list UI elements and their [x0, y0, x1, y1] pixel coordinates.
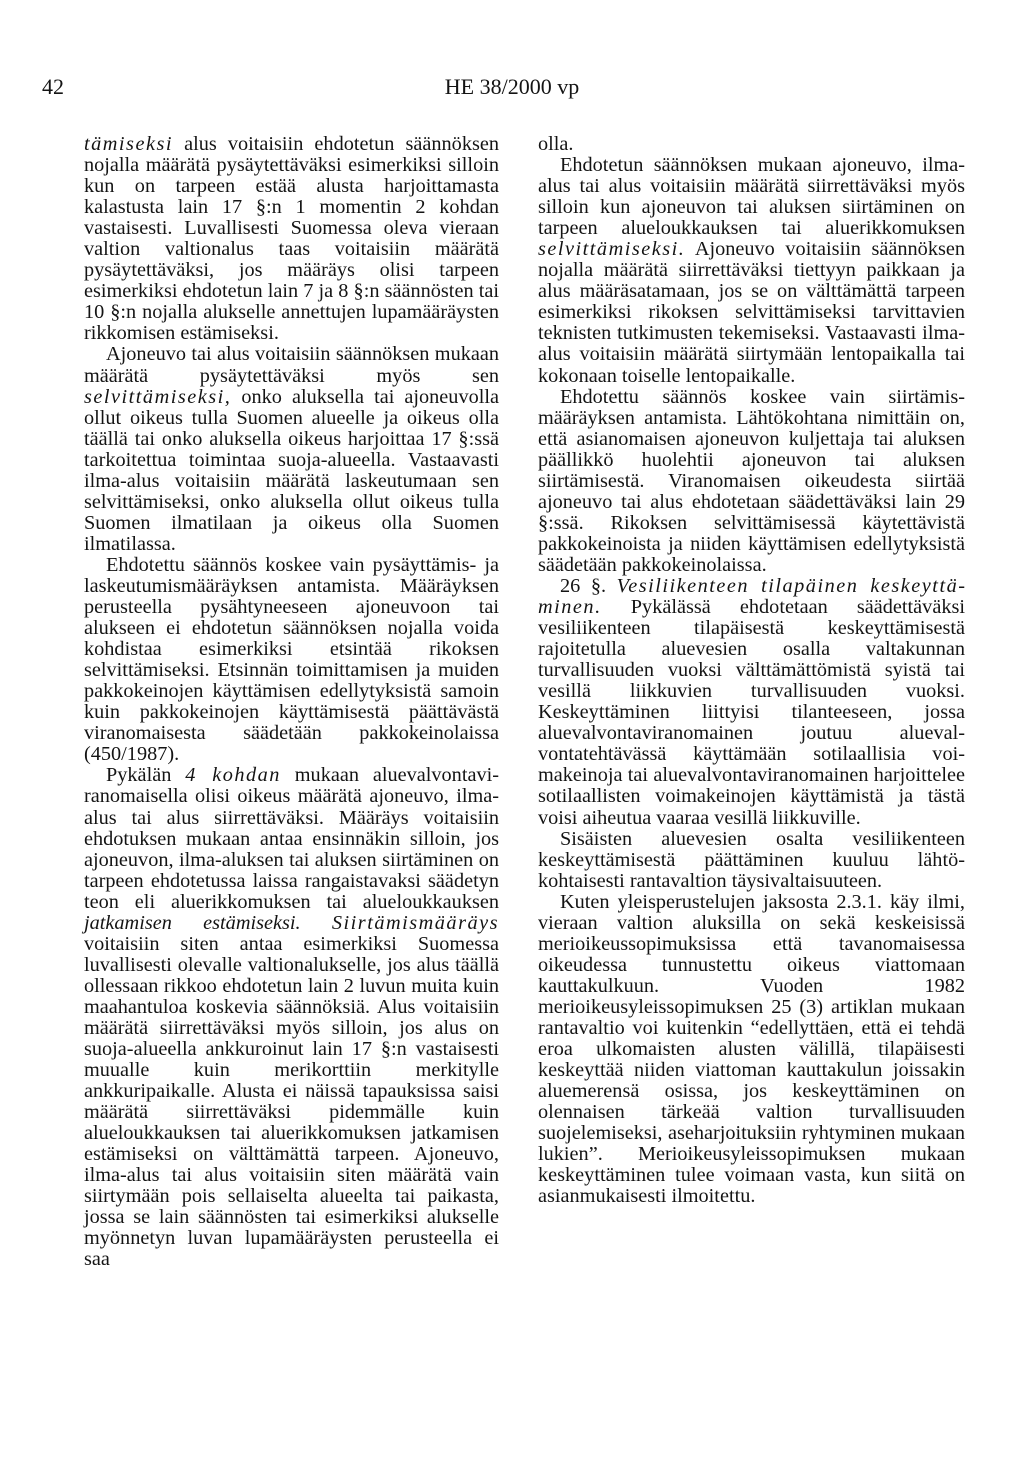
page-number: 42	[42, 74, 64, 99]
italic-term: Siirtämismääräys	[331, 911, 499, 934]
paragraph: Ehdotettu säännös koskee vain siirtämismääräyksen antamista. Lähtökohtana nimittäin on, että asianomaisen ajoneuvon kuljettaja tai aluksen päällikkö huolehtii ajoneuvon tai aluksen siirtämisestä. Viranomaisen oikeudesta siirtää ajoneuvo tai alus ehdotetaan säädettäväksi lain 29 §:ssä. Rikoksen selvittämisessä käytettävistä pakkokeinoista ja niiden käyttämisen edellytyksistä säädetään pakkokeinolaissa.	[538, 385, 965, 576]
italic-term: 4 kohdan	[185, 764, 281, 787]
paragraph: olla.	[538, 133, 574, 155]
text-run: onko aluksella tai ajoneuvolla ollut oikeus tulla Suomen alueelle ja oikeus olla täällä tai onko aluksella oikeus harjoittaa 17 §:ssä tarkoitettua toimintaa suoja-alueella. Vastaavasti ilma-alus voitaisiin määrätä laskeutumaan sen selvittämiseksi, onko aluksella ollut oikeus tulla Suomen ilmatilaan ja oikeus olla Suomen ilmatilassa.	[84, 385, 499, 555]
text-run: Ajoneuvo tai alus voitaisiin säännöksen mukaan määrätä pysäytettäväksi myös sen	[84, 343, 499, 387]
italic-term: selvittämiseksi,	[84, 385, 232, 408]
paragraph	[84, 134, 499, 344]
paragraph	[538, 576, 965, 829]
text-run: voitaisiin siten antaa esimerkiksi Suomessa luvallisesti olevalle valtionalukselle, jos alus täällä ollessaan rikkoo ehdotetun lain 2 luvun muita kuin maahantuloa koskevia säännöksiä. Alus voitaisiin määrätä siirrettäväksi myös silloin, jos alus on suoja-alueella ankkuroinut lain 17 §:n vastaisesti muualle kuin merikorttiin merkitylle ankkuripaikalle. Alusta ei näissä tapauksissa saisi määrätä siirrettäväksi pidemmälle kuin alueloukkauksen tai aluerikkomuksen jatkamisen estämiseksi on välttämättä tarpeen. Ajoneuvo, ilma-alus tai alus voitaisiin siten määrätä vain siirtymään pois sellaiselta alueelta tai paikasta, jossa se lain säännösten tai esimerkiksi alukselle myönnetyn luvan lupamääräysten perusteella ei saa	[84, 932, 499, 1271]
paragraph	[84, 344, 499, 554]
italic-term: tämiseksi	[84, 133, 173, 155]
paragraph	[84, 765, 499, 1270]
text-run: Pykälän	[106, 764, 186, 787]
document-title: HE 38/2000 vp	[444, 74, 580, 99]
italic-term: jatkamisen estämiseksi.	[84, 911, 301, 934]
paragraph: Sisäisten aluevesien osalta vesiliikenteen keskeyttämisestä päättäminen kuuluu lähtökohtaisesti rantavaltion täysivaltaisuuteen.	[538, 827, 965, 892]
text-run: Ehdotetun säännöksen mukaan ajoneuvo, ilma-alus tai alus voitaisiin määrätä siirrettäväksi myös silloin kun ajoneuvon tai aluksen siirtäminen on tarpeen alueloukkauksen tai aluerikkomuksen	[538, 154, 965, 240]
section-heading: Vesiliikenteen tilapäinen keskeyttäminen.	[538, 574, 965, 619]
text-run: Ajoneuvo voitaisiin säännöksen nojalla määrätä siirrettäväksi tiettyyn paikkaan ja alus määräsatamaan, jos se on välttämättä tarpeen esimerkiksi rikoksen selvittämiseksi tarvittavien teknisten tutkimusten tekemiseksi. Vastaavasti ilma-alus voitaisiin määrätä siirtymään lentopaikalla tai kokonaan toiselle lentopaikalle.	[538, 238, 965, 387]
text-run	[301, 912, 332, 934]
paragraph	[538, 155, 965, 387]
text-run: Pykälässä ehdotetaan säädettäväksi vesiliikenteen tilapäisestä keskeyttämisestä rajoitetulla aluevesien osalla valtakunnan turvallisuuden vuoksi välttämättömistä syistä tai vesillä liikkuvien turvallisuuden vuoksi. Keskeyttäminen liittyisi tilanteeseen, jossa aluevalvontaviranomainen joutuu aluevalvontatehtävässä käyttämään sotilaallisia voimakeinoja tai aluevalvontaviranomainen harjoittelee sotilaallisten voimakeinojen käyttämistä ja tästä voisi aiheutua vaaraa vesillä liikkuville.	[538, 596, 965, 829]
right-column	[538, 134, 965, 1207]
paragraph: Kuten yleisperustelujen jaksosta 2.3.1. käy ilmi, vieraan valtion aluksilla on sekä keskeisissä merioikeussopimuksissa että tavanomaisessa oikeudessa tunnustettu oikeus viattomaan kauttakulkuun. Vuoden 1982 merioikeusyleissopimuksen 25 (3) artiklan mukaan rantavaltio voi kuitenkin “edellyttäen, että ei tehdä eroa ulkomaisten alusten välillä, tilapäisesti keskeyttää niiden viattoman kauttakulun joissakin aluemerensä osissa, jos keskeyttäminen on olennaisen tärkeää valtion turvallisuuden suojelemiseksi, aseharjoituksiin ryhtyminen mukaan lukien”. Merioikeusyleissopimuksen mukaan keskeyttäminen tulee voimaan vasta, kun siitä on asianmukaisesti ilmoitettu.	[538, 890, 965, 1208]
text-run: 26 §.	[560, 574, 617, 597]
text-run: alus voitaisiin ehdotetun säännöksen nojalla määrätä pysäytettäväksi esimerkiksi silloin kun on tarpeen estää alusta harjoittamasta kalastusta lain 17 §:n 1 momentin 2 kohdan vastaisesti. Luvallisesti Suomessa oleva vieraan valtion valtionalus taas voitaisiin määrätä pysäytettäväksi, jos määräys olisi tarpeen esimerkiksi ehdotetun lain 7 ja 8 §:n säännösten tai 10 §:n nojalla alukselle annettujen lupamääräysten rikkomisen estämiseksi.	[84, 133, 499, 345]
italic-term: selvittämiseksi.	[538, 238, 686, 261]
left-column	[84, 134, 499, 1271]
paragraph: Ehdotettu säännös koskee vain pysäyttämis- ja laskeutumismääräyksen antamista. Määräyksen perusteella pysähtyneeseen ajoneuvoon tai alukseen ei ehdotetun säännöksen nojalla voida kohdistaa esimerkiksi etsintää rikoksen selvittämiseksi. Etsinnän toimittamisen ja muiden pakkokeinojen käyttämisen edellytyksistä samoin kuin pakkokeinojen käyttämisestä päättävästä viranomaisesta säädetään pakkokeinolaissa (450/1987).	[84, 553, 499, 766]
text-run: mukaan aluevalvontaviranomaisella olisi oikeus määrätä ajoneuvo, ilma-alus tai alus siirrettäväksi. Määräys voitaisiin ehdotuksen mukaan antaa ensinnäkin silloin, jos ajoneuvon, ilma-aluksen tai aluksen siirtäminen on tarpeen ehdotetussa laissa rangaistavaksi säädetyn teon eli aluerikkomuksen tai alueloukkauksen	[84, 764, 499, 913]
